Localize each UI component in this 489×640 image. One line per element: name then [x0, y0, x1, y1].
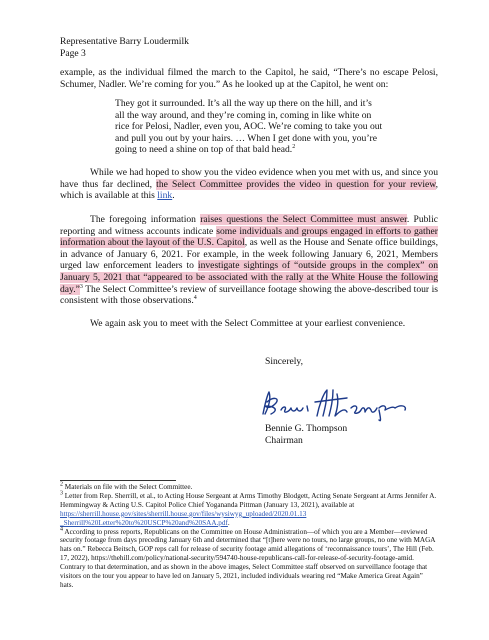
highlight-outside-groups: investigate sightings of “outside groups in the complex” on January 5, 2021 that “appeared to be associated with the rally at the White House the following day.” — [60, 260, 438, 295]
signer-title: Chairman — [265, 435, 303, 446]
footnote-ref-4: 4 — [193, 294, 197, 301]
para2-text-2: , which is available at this — [60, 178, 438, 202]
footnote-ref-3: 3 — [79, 283, 83, 290]
footnotes — [60, 483, 438, 590]
footnote-3: $^3$ Letter from Rep. Sherrill, et al., to Acting House Sergeant at Arms Timothy Blodgett, Acting Senate Sergeant at Arms Jennifer A. Hemmingway & Acting U.S. Capitol Police Chief Yogananda Pittman (January 13, 2021), available at https://sherrill.house.gov/sites/sherrill.house.gov/files/wysiwyg_uploaded/2020.01.13 _Sherrill%20Letter%20to%20USCP%20and%20SAA.pdf. — [60, 490, 437, 527]
video-link[interactable]: link — [157, 190, 173, 202]
para2-text-3: . — [172, 190, 175, 202]
para3-text-2: . Public reporting and witness accounts indicate — [60, 214, 438, 237]
footnote-ref-2: 2 — [292, 144, 296, 151]
page-number: Page 3 — [60, 48, 86, 59]
paragraph-video — [60, 167, 438, 202]
highlight-video: the Select Committee provides the video in question for your review — [156, 178, 436, 190]
signer-name: Bennie G. Thompson — [265, 423, 348, 434]
footnote-4: $^4$ According to press reports, Republicans on the Committee on House Administration—of which you are a Member—reviewed security footage from days preceding January 6th and determined that “[t]here were no tours, no large groups, no one with MAGA hats on.” Rebecca Beitsch, GOP reps call for release of security footage amid allegations of ‘reconnaissance tours’, The Hill (Feb. 17, 2022), https://thehill.com/policy/national-security/594740-house-republicans-call-for-release-of-security-footage-amid. Contrary to that determination, and as shown in the above images, Select Committee staff observed on surveillance footage that visitors on the tour you appear to have led on January 5, 2021, included individuals wearing red “Make America Great Again” hats. — [60, 526, 436, 589]
closing-sincerely: Sincerely, — [265, 356, 304, 367]
para4-text: We again ask you to meet with the Select Committee at your earliest convenience. — [90, 318, 406, 329]
handwritten-signature — [255, 384, 415, 424]
footnote-2: $^2$ Materials on file with the Select Committee. — [60, 481, 193, 491]
footnote-divider — [60, 480, 176, 481]
quote-text: They got it surrounded. It’s all the way up there on the hill, and it’s all the way around, and they’re coming in, coming in like white on rice for Pelosi, Nadler, even you, AOC. We’re coming to take you out and pull you out by your hairs. … When I get done with you, you’re going to need a shine on top of that bald head. — [115, 98, 383, 156]
footnote-3-link[interactable]: https://sherrill.house.gov/sites/sherrill.house.gov/files/wysiwyg_uploaded/2020.01.13 _Sherrill%20Letter%20to%20USCP%20and%20SAA.pdf — [60, 509, 307, 527]
para3-text-4: The Select Committee’s review of surveillance footage showing the above-described tour is consistent with those observations. — [60, 283, 438, 307]
para2-text-1: While we had hoped to show you the video evidence when you met with us, and since you have thus far declined, — [60, 167, 438, 190]
paragraph-foregoing — [60, 214, 438, 307]
highlight-layout: some individuals and groups engaged in efforts to gather information about the layout of the U.S. Capitol — [60, 225, 438, 249]
para3-text-1: The foregoing information — [90, 214, 201, 225]
paragraph-request — [60, 318, 438, 330]
paragraph-intro: example, as the individual filmed the march to the Capitol, he said, “There’s no escape Pelosi, Schumer, Nadler. We’re coming for you.” As he looked up at the Capitol, he went on: — [60, 67, 438, 90]
para3-text-3: , as well as the House and Senate office buildings, in advance of January 6, 2021. For example, in the week following January 6, 2021, Members urged law enforcement leaders to — [60, 237, 439, 272]
block-quote — [115, 98, 383, 156]
highlight-questions: raises questions the Select Committee must answer — [200, 214, 407, 225]
recipient-header: Representative Barry Loudermilk — [60, 36, 189, 47]
